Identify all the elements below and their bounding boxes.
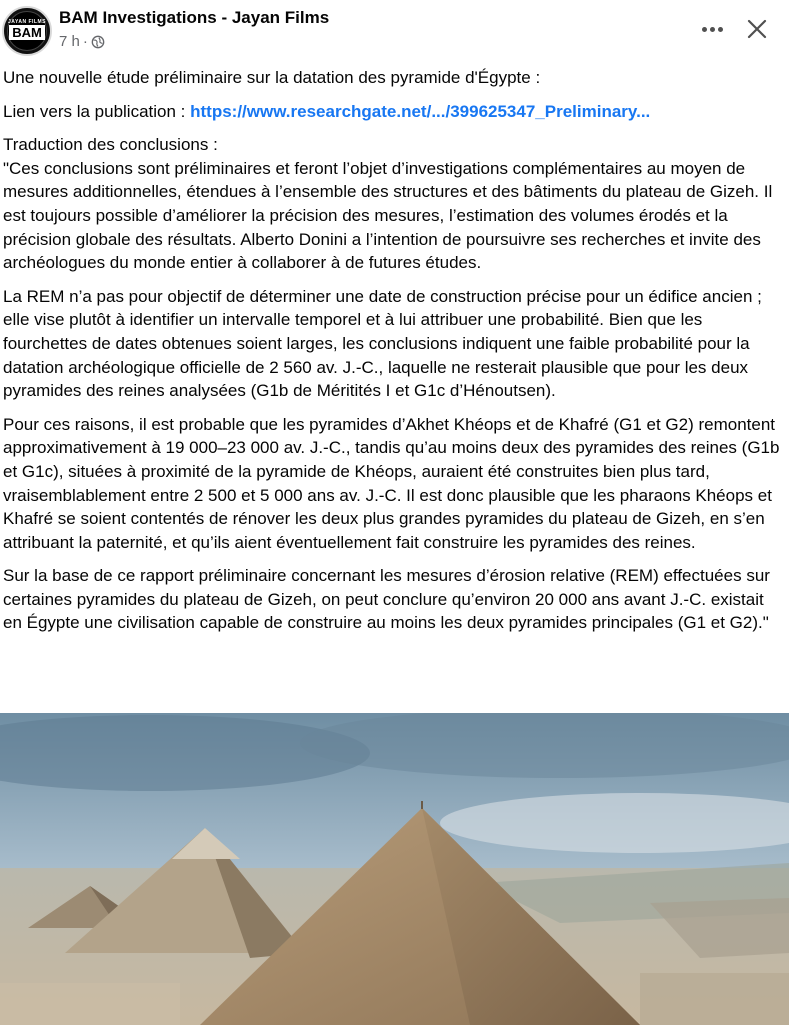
conclusion-paragraph-3: Pour ces raisons, il est probable que les pyramides d’Akhet Khéops et de Khafré (G1 et G2) remontent approximativement à 19 000–23 000 av. J.-C., tandis qu’au moins deux des pyramides des reines (G1b et G1c), situées à proximité de la pyramide de Khéops, auraient été construites bien plus tard, vraisemblablement entre 2 500 et 5 000 ans av. J.-C. Il est donc plausible que les pharaons Khéops et Khafré se soient contentés de rénover les deux plus grandes pyramides du plateau de Gizeh, en s’en attribuant la paternité, et qu’ils aient éventuellement fait construire les pyramides des reines. bbox=[3, 414, 780, 552]
avatar-small-text: JAYAN FILMS bbox=[8, 19, 46, 25]
avatar-logo-text: BAM bbox=[9, 25, 45, 40]
author-name[interactable]: BAM Investigations - Jayan Films bbox=[59, 8, 330, 27]
post-image[interactable] bbox=[0, 713, 789, 1025]
post-header bbox=[0, 0, 789, 62]
post-time[interactable]: 7 h bbox=[59, 33, 80, 50]
meta-separator: · bbox=[82, 33, 88, 50]
link-prefix: Lien vers la publication : bbox=[3, 101, 191, 121]
post-text bbox=[3, 66, 785, 645]
publication-link[interactable]: https://www.researchgate.net/.../399625347_Preliminary... bbox=[190, 101, 651, 121]
conclusion-paragraph-1: "Ces conclusions sont préliminaires et feront l’objet d’investigations complémentaires au moyen de mesures additionnelles, étendues à l’ensemble des structures et des bâtiments du plateau de Gizeh. Il est toujours possible d’améliorer la précision des mesures, l’estimation des volumes érodés et la précision globale des résultats. Alberto Donini a l’intention de poursuivre ses recherches et invite des archéologues du monde entier à collaborer à de futures études. bbox=[3, 158, 773, 273]
intro-text: Une nouvelle étude préliminaire sur la datation des pyramide d'Égypte : bbox=[3, 68, 541, 87]
close-icon[interactable] bbox=[744, 16, 770, 42]
globe-icon[interactable] bbox=[91, 35, 105, 49]
conclusion-paragraph-4: Sur la base de ce rapport préliminaire concernant les mesures d’érosion relative (REM) effectuées sur certaines pyramides du plateau de Gizeh, on peut conclure qu’environ 20 000 ans avant J.-C. existait en Égypte une civilisation capable de construire au moins les deux pyramides principales (G1 et G2)." bbox=[3, 566, 770, 633]
conclusion-paragraph-2: La REM n’a pas pour objectif de déterminer une date de construction précise pour un édifice ancien ; elle vise plutôt à identifier un intervalle temporel et à lui attribuer une probabilité. Bien que les fourchettes de dates obtenues soient larges, les conclusions indiquent une faible probabilité pour la datation archéologique officielle de 2 560 av. J.-C., laquelle ne resterait plausible que pour les deux pyramides des reines analysées (G1b de Méritités I et G1c d’Hénoutsen). bbox=[3, 286, 762, 401]
post-meta bbox=[59, 33, 105, 50]
more-options-icon[interactable] bbox=[700, 18, 730, 40]
pyramids-photo bbox=[0, 713, 789, 1025]
avatar[interactable] bbox=[2, 6, 52, 56]
translation-block bbox=[3, 133, 785, 275]
publication-line bbox=[3, 100, 785, 124]
translation-title: Traduction des conclusions : bbox=[3, 135, 218, 155]
